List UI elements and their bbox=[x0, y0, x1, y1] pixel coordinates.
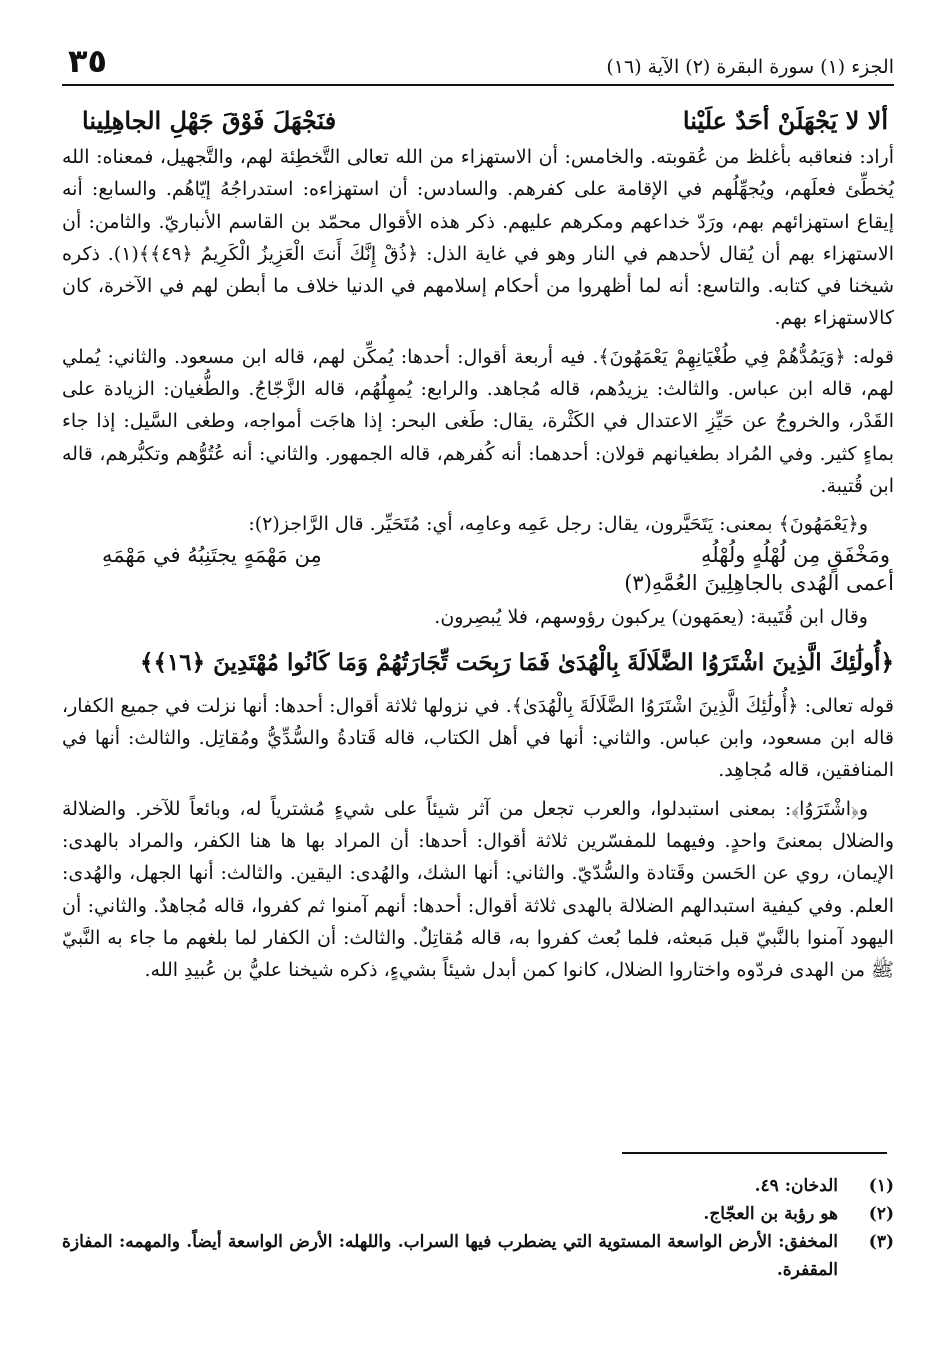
footnote-item bbox=[62, 1228, 894, 1284]
footnote-number: (٢) bbox=[868, 1204, 894, 1224]
footnote-number: (١) bbox=[868, 1176, 894, 1196]
footnote-text: الدخان: ٤٩. bbox=[754, 1176, 838, 1196]
poem-line-1 bbox=[102, 543, 890, 567]
paragraph-interpretations: أراد: فنعاقبه بأغلظ من عُقوبته. والخامس: أن الاستهزاء من الله تعالى التَّخطِئة لهم، والتَّجهيل، فمعناه: الله يُخطِّئ فعلَهم، ويُجهِّلُهم في الإقامة على كفرهم. والسادس: أن استهزاءه: استدراجُهُ إيّاهُم. والسابع: أنه إيقاع استهزائهم بهم، ورَدّ خداعهم ومكرهم عليهم. ذكر هذه الأقوال محمّد بن القاسم الأنباريّ. والثامن: أن الاستهزاء بهم أن يُقال لأحدهم في النار وهو في غاية الذل: ﴿ذُقْ إِنَّكَ أَنتَ الْعَزِيزُ الْكَرِيمُ ﴿٤٩﴾﴾(١). ذكره شيخنا في كتابه. والتاسع: أنه لما أظهروا من أحكام إسلامهم في الدنيا خلاف ما أبطن لهم في الآخرة، كان كالاستهزاء بهم. bbox=[62, 146, 894, 330]
running-title: الجزء (١) سورة البقرة (٢) الآية (١٦) bbox=[606, 56, 894, 78]
verse-line bbox=[82, 106, 888, 135]
main-text bbox=[62, 96, 894, 987]
footnote-item bbox=[62, 1200, 894, 1228]
paragraph-ishtaraw: و﴿اشْتَرَوُا﴾: بمعنى استبدلوا، والعرب تجعل من آثر شيئاً على شيءٍ مُشترياً له، وبائعاً للآخر. والضلالة والضلال بمعنىً واحدٍ. وفيهما للمفسّرين ثلاثة أقوال: أحدها: أن المراد بها ها هنا الكفر، والمراد بالهدى: الإيمان، روي عن الحَسن وقَتادة والسُّدّيّ. والثاني: أنها الشك، والهُدى: اليقين. والثالث: أنها الجهل، والهُدى: العلم. وفي كيفية استبدالهم الضلالة بالهدى ثلاثة أقوال: أحدها: أنهم آمنوا ثم كفروا، قاله مُجاهدٌ. والثاني: أن اليهود آمنوا بالنَّبيّ قبل مَبعثه، فلما بُعث كفروا به، قاله مُقاتِلٌ. والثالث: أن الكفار لما بلغهم ما جاء به النَّبيّ ﷺ من الهدى فردّوه واختاروا الضلال، كانوا كمن أبدل شيئاً بشيءٍ، ذكره شيخنا عليُّ بن عُبيدِ الله. bbox=[62, 797, 894, 982]
paragraph-yamahun: و﴿يَعْمَهُونَ﴾ بمعنى: يَتَحَيَّرون، يقال: رجل عَمِه وعامِه، أي: مُتَحَيِّر. قال الرَّاجز(٢): bbox=[248, 513, 868, 536]
page-number: ٣٥ bbox=[68, 42, 108, 80]
poem-line-2: أعمى الهُدى بالجاهِلِينَ العُمَّهِ(٣) bbox=[624, 570, 894, 595]
quran-verse-heading: ﴿أُولَٰئِكَ الَّذِينَ اشْتَرَوُا الضَّلَالَةَ بِالْهُدَىٰ فَمَا رَبِحَت تِّجَارَتُهُمْ وَمَا كَانُوا مُهْتَدِينَ ﴿١٦﴾﴾ bbox=[139, 648, 894, 676]
poem-line-1-right: ومَخْفَقٍ مِن لُهْلُهٍ ولُهْلُهِ bbox=[700, 542, 890, 567]
paragraph-ibn-qutayba: وقال ابن قُتَيبة: (يعمَهون) يركبون رؤوسهم، فلا يُبصِرون. bbox=[434, 605, 868, 628]
footnote-text: المخفق: الأرض الواسعة المستوية التي يضطرب فيها السراب. واللهله: الأرض الواسعة أيضاً. والمهمه: المفازة المقفرة. bbox=[62, 1232, 838, 1280]
footnote-number: (٣) bbox=[868, 1232, 894, 1252]
paragraph-tughyan: قوله: ﴿وَيَمُدُّهُمْ فِي طُغْيَانِهِمْ يَعْمَهُونَ﴾. فيه أربعة أقوال: أحدها: يُمكِّن لهم، قاله ابن مسعود. والثاني: يُملي لهم، قاله ابن عباس. والثالث: يزيدُهم، قاله مُجاهد. والرابع: يُمهِلُهُم، قاله الزَّجّاجُ. والطُّغيان: الزيادة على القَدْر، والخروجُ عن حَيِّزِ الاعتدال في الكَثْرة، يقال: طَغى البحر: إذا هاجَت أمواجه، وطغى السَّيل: إذا جاء بماءٍ كثير. وفي المُراد بطغيانهم قولان: أحدهما: أنه كُفرهم، قاله الجمهور. والثاني: أنه عُتُوُّهم وتكبُّرهم، قاله ابن قُتيبة. bbox=[62, 345, 894, 497]
poem-line-1-left: مِن مَهْمَهٍ يجتَنِبُهُ في مَهْمَهِ bbox=[102, 542, 322, 567]
footnote-text: هو رؤبة بن العجّاج. bbox=[703, 1204, 838, 1224]
footnote-item bbox=[62, 1172, 894, 1200]
paragraph-revelation: قوله تعالى: ﴿أُولَٰئِكَ الَّذِينَ اشْتَرَوُا الضَّلَالَةَ بِالْهُدَىٰ﴾. في نزولها ثلاثة أقوال: أحدها: أنها نزلت في جميع الكفار، قاله ابن مسعود، وابن عباس. والثاني: أنها في أهل الكتاب، قاله قَتادةُ والسُّدِّيُّ ومُقاتِل. والثالث: أنها في المنافقين، قاله مُجاهِد. bbox=[62, 694, 894, 782]
footnotes bbox=[62, 1172, 894, 1284]
page-header bbox=[62, 38, 894, 86]
verse-right-hemistich: ألا لا يَجْهَلَنْ أحَدٌ علَيْنا bbox=[682, 106, 888, 135]
footnote-divider bbox=[622, 1152, 887, 1154]
verse-left-hemistich: فنَجْهَلَ فَوْقَ جَهْلِ الجاهِلِينا bbox=[82, 106, 337, 135]
